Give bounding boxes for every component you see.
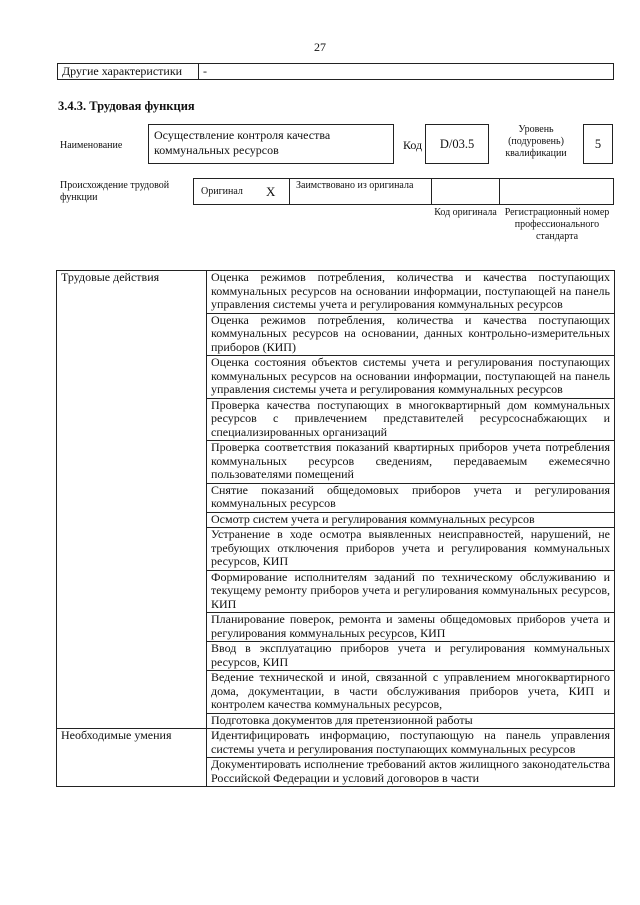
labor-action-item: Оценка состояния объектов системы учета и регулирования поступающих коммунальных ресурсов на основании информации, поступающей на панель управления системы учета и регулирования коммунальных ресурсов bbox=[207, 356, 615, 399]
code-original-label: Код оригинала bbox=[434, 207, 497, 218]
required-skills-label: Необходимые умения bbox=[57, 729, 207, 787]
borrowed-box bbox=[289, 178, 432, 205]
other-characteristics-value: - bbox=[199, 64, 614, 80]
labor-action-item: Устранение в ходе осмотра выявленных неисправностей, нарушений, не требующих отключения приборов учета и регулирования коммунальных ресурсов, КИП bbox=[207, 528, 615, 571]
reg-number-box bbox=[499, 178, 614, 205]
borrowed-label: Заимствовано из оригинала bbox=[296, 180, 414, 191]
function-details-table bbox=[56, 270, 615, 787]
labor-action-item: Оценка режимов потребления, количества и качества поступающих коммунальных ресурсов на основании информации, поступающей на панель управления системы учета и регулирования коммунальных ресурсов bbox=[207, 271, 615, 314]
labor-action-item: Снятие показаний общедомовых приборов учета и регулирования коммунальных ресурсов bbox=[207, 483, 615, 512]
labor-action-item: Проверка соответствия показаний квартирных приборов учета потребления коммунальных ресурсов сведениям, передаваемым ежемесячно пользователями помещений bbox=[207, 441, 615, 484]
original-mark: Х bbox=[266, 184, 276, 199]
labor-action-item: Формирование исполнителям заданий по техническому обслуживанию и текущему ремонту приборов учета и регулирования коммунальных ресурсов, КИП bbox=[207, 570, 615, 613]
labor-action-item: Подготовка документов для претензионной работы bbox=[207, 713, 615, 729]
origin-label: Происхождение трудовой функции bbox=[60, 180, 170, 203]
labor-action-item: Планирование поверок, ремонта и замены общедомовых приборов учета и регулирования коммунальных ресурсов, КИП bbox=[207, 613, 615, 642]
code-label: Код bbox=[403, 138, 423, 152]
skill-item: Документировать исполнение требований актов жилищного законодательства Российской Федерации и условий договоров в части bbox=[207, 758, 615, 787]
function-name-box: Осуществление контроля качества коммунальных ресурсов bbox=[148, 124, 394, 164]
section-title: 3.4.3. Трудовая функция bbox=[58, 99, 195, 113]
other-characteristics-label: Другие характеристики bbox=[58, 64, 199, 80]
reg-number-label: Регистрационный номер профессионального стандарта bbox=[504, 207, 610, 242]
labor-actions-label: Трудовые действия bbox=[57, 271, 207, 729]
code-value-box: D/03.5 bbox=[425, 124, 489, 164]
page-number: 27 bbox=[314, 40, 326, 54]
skill-item: Идентифицировать информацию, поступающую на панель управления системы учета и регулирования поступающих коммунальных ресурсов bbox=[207, 729, 615, 758]
level-label: Уровень (подуровень) квалификации bbox=[505, 124, 567, 159]
labor-action-item: Оценка режимов потребления, количества и качества поступающих коммунальных ресурсов на основании, данных контрольно-измерительных приборов (КИП) bbox=[207, 313, 615, 356]
original-label: Оригинал bbox=[201, 186, 243, 197]
labor-action-item: Ввод в эксплуатацию приборов учета и регулирования коммунальных ресурсов, КИП bbox=[207, 642, 615, 671]
labor-action-item: Осмотр систем учета и регулирования коммунальных ресурсов bbox=[207, 512, 615, 528]
level-value-box: 5 bbox=[583, 124, 613, 164]
original-box bbox=[193, 178, 290, 205]
name-label: Наименование bbox=[60, 140, 123, 151]
table-row bbox=[57, 729, 615, 758]
code-original-box bbox=[431, 178, 500, 205]
labor-action-item: Ведение технической и иной, связанной с управлением многоквартирного дома, документации, в части обслуживания приборов учета, КИП и контролем качества коммунальных ресурсов, bbox=[207, 671, 615, 714]
other-characteristics-table bbox=[57, 63, 614, 80]
table-row bbox=[57, 271, 615, 314]
labor-action-item: Проверка качества поступающих в многоквартирный дом коммунальных ресурсов с привлечением представителей ресурсоснабжающих и специализированных организаций bbox=[207, 398, 615, 441]
